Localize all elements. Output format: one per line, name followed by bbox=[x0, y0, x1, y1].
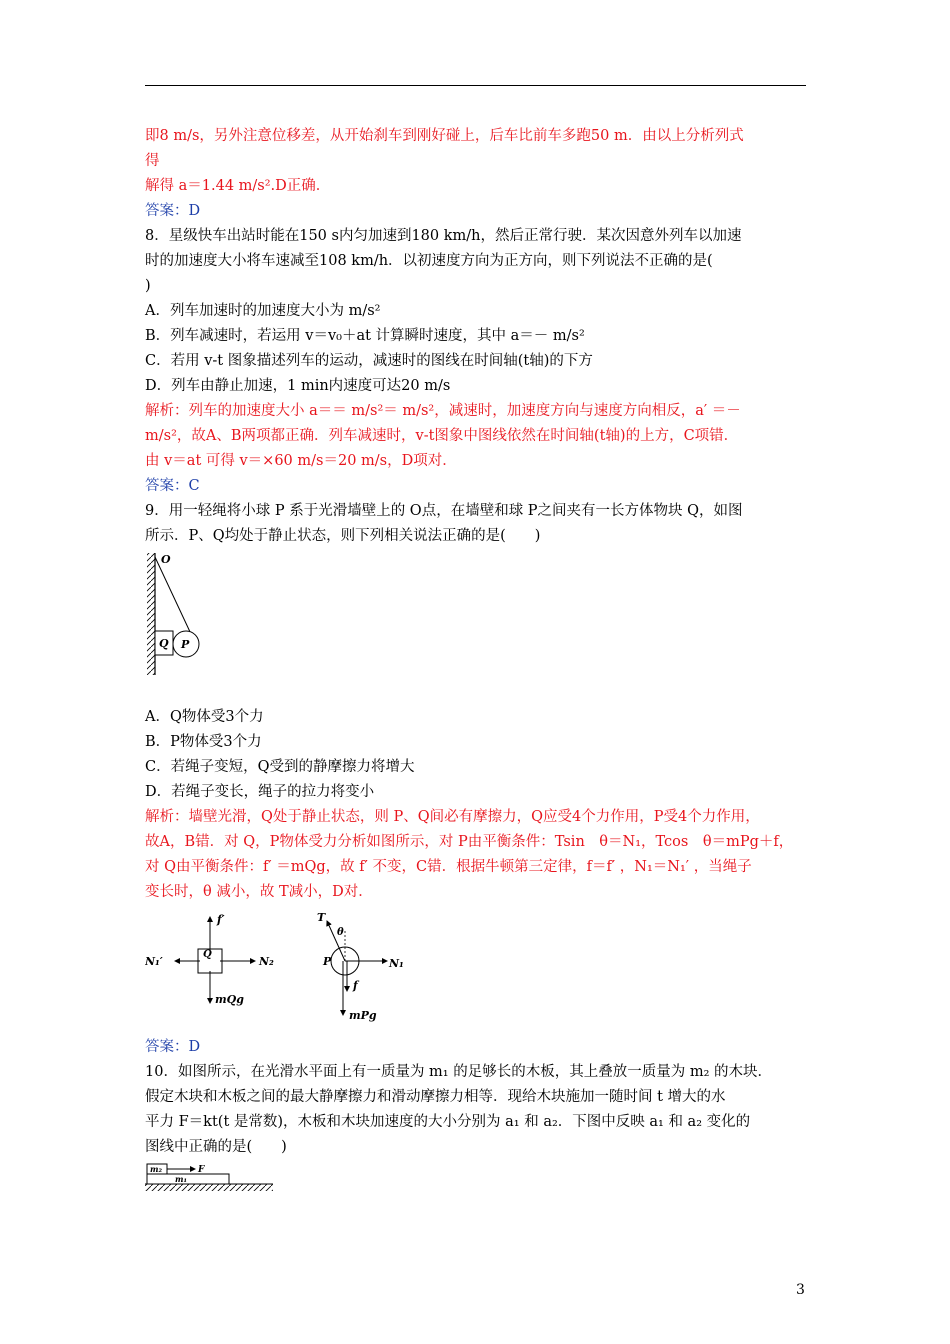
q8-stem: ) bbox=[145, 278, 151, 294]
label-f: f bbox=[353, 979, 358, 992]
q10-stem: 10．如图所示，在光滑水平面上有一质量为 m₁ 的足够长的木板，其上叠放一质量为 m₂ 的木块． bbox=[145, 1064, 773, 1080]
label-o: O bbox=[161, 553, 171, 566]
label-n1-prime: N₁′ bbox=[145, 955, 163, 968]
label-t: T bbox=[317, 911, 326, 924]
label-m2: m₂ bbox=[150, 1164, 162, 1174]
header-rule bbox=[145, 85, 806, 86]
q9-force-diagrams bbox=[145, 911, 415, 1025]
label-n1: N₁ bbox=[389, 957, 404, 970]
label-force: F bbox=[198, 1165, 205, 1175]
q10-stem: 图线中正确的是( ) bbox=[145, 1139, 287, 1155]
q9-explanation: 对 Q由平衡条件：f′ ＝mQg，故 f′ 不变，C错．根据牛顿第三定律，f＝f′ ，N₁＝N₁′ ，当绳子 bbox=[145, 859, 752, 875]
q9-option-c: C．若绳子变短，Q受到的静摩擦力将增大 bbox=[145, 759, 415, 775]
label-q: Q bbox=[159, 637, 169, 650]
wall-hatching bbox=[147, 553, 155, 675]
text-line: 得 bbox=[145, 153, 160, 169]
q8-answer: 答案：C bbox=[145, 478, 200, 494]
answer-line: 答案：D bbox=[145, 203, 201, 219]
q8-option-d: D．列车由静止加速，1 min内速度可达20 m/s bbox=[145, 378, 451, 394]
q9-wall-ball-figure bbox=[145, 551, 255, 679]
q8-explanation: m/s²，故A、B两项都正确．列车减速时，v-t图象中图线依然在时间轴(t轴)的上方，C项错． bbox=[145, 428, 739, 444]
q9-explanation: 变长时，θ 减小，故 T减小，D对． bbox=[145, 884, 373, 900]
label-theta: θ bbox=[337, 927, 344, 938]
q8-option-b: B．列车减速时，若运用 v＝v₀＋at 计算瞬时速度，其中 a＝－ m/s² bbox=[145, 328, 585, 344]
q9-stem: 所示．P、Q均处于静止状态，则下列相关说法正确的是( ) bbox=[145, 528, 541, 544]
label-m1: m₁ bbox=[175, 1174, 187, 1184]
q10-blocks-figure bbox=[145, 1162, 275, 1196]
label-mqg: mQg bbox=[215, 993, 244, 1006]
q9-explanation: 解析：墙壁光滑，Q处于静止状态，则 P、Q间必有摩擦力，Q应受4个力作用，P受4个力作用， bbox=[145, 809, 760, 825]
label-mpg: mPg bbox=[349, 1009, 377, 1022]
q9-option-a: A．Q物体受3个力 bbox=[145, 709, 264, 725]
q9-answer: 答案：D bbox=[145, 1039, 201, 1055]
rope-line bbox=[155, 557, 191, 634]
label-f-prime: f′ bbox=[217, 913, 225, 926]
q8-stem: 时的加速度大小将车速减至108 km/h．以初速度方向为正方向，则下列说法不正确的是( bbox=[145, 253, 713, 269]
q8-stem: 8．星级快车出站时能在150 s内匀加速到180 km/h，然后正常行驶．某次因意外列车以加速 bbox=[145, 228, 742, 244]
q10-stem: 假定木块和木板之间的最大静摩擦力和滑动摩擦力相等．现给木块施加一随时间 t 增大的水 bbox=[145, 1089, 726, 1105]
q8-explanation: 解析：列车的加速度大小 a＝＝ m/s²＝ m/s²，减速时，加速度方向与速度方向相反，a′ ＝－ bbox=[145, 403, 741, 419]
label-n2: N₂ bbox=[259, 955, 274, 968]
text-line: 即8 m/s，另外注意位移差，从开始刹车到刚好碰上，后车比前车多跑50 m．由以上分析列式 bbox=[145, 128, 744, 144]
page-content bbox=[145, 124, 813, 1196]
q10-stem: 平力 F＝kt(t 是常数)，木板和木块加速度的大小分别为 a₁ 和 a₂．下图中反映 a₁ 和 a₂ 变化的 bbox=[145, 1114, 751, 1130]
q9-option-d: D．若绳子变长，绳子的拉力将变小 bbox=[145, 784, 375, 800]
q9-stem: 9．用一轻绳将小球 P 系于光滑墙壁上的 O点，在墙壁和球 P之间夹有一长方体物块 Q，如图 bbox=[145, 503, 743, 519]
q9-explanation: 故A，B错．对 Q，P物体受力分析如图所示，对 P由平衡条件：Tsin θ＝N₁，Tcos θ＝mPg＋f， bbox=[145, 834, 794, 850]
q9-option-b: B．P物体受3个力 bbox=[145, 734, 262, 750]
page-number: 3 bbox=[796, 1282, 805, 1298]
label-fbd-p: P bbox=[323, 955, 332, 968]
q8-option-c: C．若用 v-t 图象描述列车的运动，减速时的图线在时间轴(t轴)的下方 bbox=[145, 353, 593, 369]
label-fbd-q: Q bbox=[203, 949, 212, 960]
q8-option-a: A．列车加速时的加速度大小为 m/s² bbox=[145, 303, 381, 319]
q8-explanation: 由 v＝at 可得 v＝×60 m/s＝20 m/s，D项对． bbox=[145, 453, 457, 469]
ground-hatching bbox=[145, 1184, 273, 1191]
label-p: P bbox=[181, 638, 190, 651]
board-m1 bbox=[147, 1174, 229, 1184]
text-line: 解得 a＝1.44 m/s².D正确． bbox=[145, 178, 331, 194]
